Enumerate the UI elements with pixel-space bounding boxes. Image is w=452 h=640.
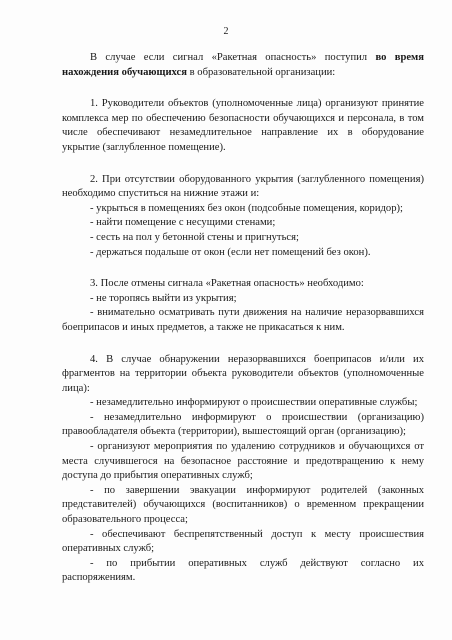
item-4-heading: 4. В случае обнаружении неразорвавшихся боеприпасов и/или их фрагментов на территории объекта руководители объектов (уполномоченные лица): — [62, 353, 424, 394]
item-2-bullet: - найти помещение с несущими стенами; — [90, 217, 276, 229]
intro-text-start: В случае если сигнал «Ракетная опасность» поступил — [90, 52, 376, 63]
item-2-heading: 2. При отсутствии оборудованного укрытия (заглубленного помещения) необходимо спуститься на нижние этажи и: — [62, 173, 424, 200]
item-4-bullet: - организуют мероприятия по удалению сотрудников и обучающихся от места случившегося на безопасное расстояние и предотвращению к нему доступа до прибытия оперативных служб; — [62, 441, 424, 482]
item-4-bullet: - по прибытии оперативных служб действуют согласно их распоряжениям. — [62, 557, 424, 584]
item-4-bullet: - незамедлительно информируют о происшествии оперативные службы; — [90, 397, 418, 409]
item-3-heading: 3. После отмены сигнала «Ракетная опасность» необходимо: — [90, 278, 364, 290]
item-4-bullet: - по завершении эвакуации информируют родителей (законных представителей) обучающихся (воспитанников) о временном прекращении образовательного процесса; — [62, 484, 424, 526]
document-body — [62, 51, 424, 586]
item-2-bullet: - сесть на пол у бетонной стены и пригнуться; — [90, 231, 299, 243]
item-4-bullet: - обеспечивают беспрепятственный доступ к месту происшествия оперативных служб; — [62, 528, 424, 555]
item-2-bullet: - держаться подальше от окон (если нет помещений без окон). — [90, 246, 371, 258]
item-3-bullet: - не торопясь выйти из укрытия; — [90, 292, 237, 304]
item-3-bullet: - внимательно осматривать пути движения на наличие неразорвавшихся боеприпасов и иных предметов, а также не прикасаться к ним. — [62, 307, 424, 333]
item-4-bullet: - незамедлительно информируют о происшествии (организацию) правообладателя объекта (территории), вышестоящий орган (организацию); — [62, 411, 424, 438]
intro-bold-text: во время нахождения обучающихся — [62, 52, 425, 78]
intro-paragraph — [62, 51, 424, 80]
item-2-bullet: - укрыться в помещениях без окон (подсобные помещения, коридор); — [90, 202, 403, 214]
item-1-paragraph: 1. Руководители объектов (уполномоченные лица) организуют принятие комплекса мер по обеспечению безопасности обучающихся и персонала, в том числе обеспечивают незамедлительное направление их в оборудование укрытие (заглубленное помещение). — [62, 98, 424, 153]
page-number: 2 — [223, 26, 229, 37]
intro-text-end: в образовательной организации: — [186, 66, 336, 78]
